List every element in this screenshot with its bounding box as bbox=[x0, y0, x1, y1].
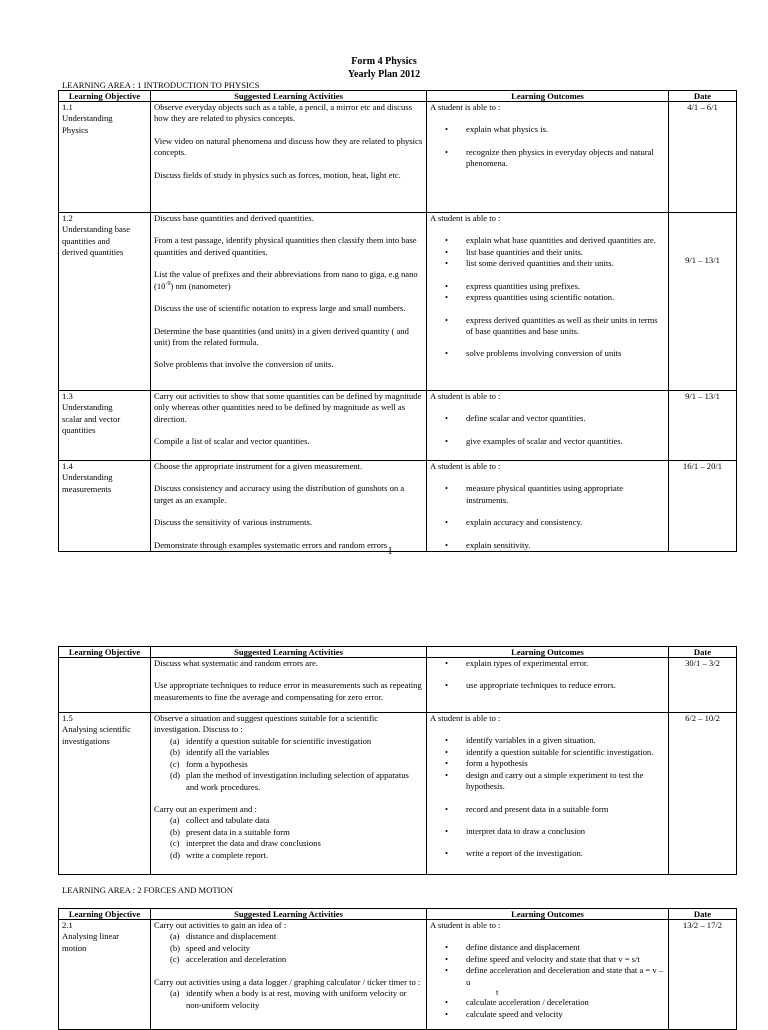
outcome-item: • express quantities using scientific notation. bbox=[466, 292, 665, 303]
activity-step: (c) form a hypothesis bbox=[170, 758, 248, 769]
formula-denominator: t bbox=[496, 987, 499, 998]
date-cell: 9/1 – 13/1 bbox=[669, 391, 737, 461]
activity-step: (c) interpret the data and draw conclusions bbox=[170, 838, 321, 849]
objective-cell bbox=[59, 920, 151, 1030]
outcome-item: • express quantities using prefixes. bbox=[466, 281, 665, 292]
table-header-row bbox=[59, 91, 737, 102]
activities-cell bbox=[151, 102, 427, 213]
outcome-item: • explain sensitivity. bbox=[466, 540, 665, 551]
objective-text: measurements bbox=[62, 483, 112, 494]
activity-text: Discuss base quantities and derived quantities. bbox=[154, 213, 314, 223]
objective-text: quantities bbox=[62, 425, 96, 436]
activity-text: Determine the base quantities (and units) in a given derived quantity ( and unit) from the related formula. bbox=[154, 325, 409, 347]
outcomes-cell bbox=[427, 920, 669, 1030]
table-row bbox=[59, 102, 737, 213]
activity-text: Discuss what systematic and random errors are. bbox=[154, 658, 318, 668]
activity-step: (d) plan the method of investigation including selection of apparatus and work procedures. bbox=[170, 770, 409, 792]
objective-text: Analysing linear bbox=[62, 931, 120, 942]
column-header-activities: Suggested Learning Activities bbox=[151, 909, 427, 920]
outcome-item: • define scalar and vector quantities. bbox=[466, 413, 665, 424]
activity-step: (b) present data in a suitable form bbox=[170, 826, 290, 837]
activity-step: (a) distance and displacement bbox=[170, 931, 277, 942]
outcomes-cell bbox=[427, 658, 669, 713]
objective-number: 1.1 bbox=[62, 102, 73, 112]
outcome-item: • explain accuracy and consistency. bbox=[466, 517, 665, 528]
activity-text: View video on natural phenomena and discuss how they are related to physics concepts. bbox=[154, 135, 423, 158]
document-title: Form 4 Physics bbox=[351, 56, 417, 67]
outcome-item: • calculate acceleration / deceleration bbox=[466, 997, 665, 1008]
outcome-item: • explain what base quantities and derived quantities are. bbox=[466, 235, 665, 246]
activity-text: Choose the appropriate instrument for a given measurement. bbox=[154, 461, 363, 471]
activity-text: Use appropriate techniques to reduce error in measurements such as repeating measurements to fine the average and compensating for zero error. bbox=[154, 680, 422, 702]
yearly-plan-table-1 bbox=[58, 90, 737, 552]
activity-text: Demonstrate through examples systematic errors and random errors bbox=[154, 539, 388, 550]
outcome-item: • define distance and displacement bbox=[466, 942, 665, 953]
date-cell: 6/2 – 10/2 bbox=[669, 713, 737, 875]
outcomes-cell bbox=[427, 391, 669, 461]
activity-text: Compile a list of scalar and vector quantities. bbox=[154, 436, 310, 447]
outcome-item: • write a report of the investigation. bbox=[466, 848, 665, 859]
activities-cell bbox=[151, 658, 427, 713]
column-header-outcomes: Learning Outcomes bbox=[427, 909, 669, 920]
table-header-row bbox=[59, 647, 737, 658]
date-cell: 9/1 – 13/1 bbox=[669, 213, 737, 391]
learning-area-1-heading: LEARNING AREA : 1 INTRODUCTION TO PHYSICS bbox=[62, 80, 260, 90]
outcome-item: • define acceleration and deceleration and state that a = v – u bbox=[466, 965, 665, 988]
objective-number: 1.4 bbox=[62, 461, 73, 471]
outcome-item: • express derived quantities as well as their units in terms of base quantities and base units. bbox=[466, 315, 665, 338]
page-number: 1 bbox=[387, 546, 393, 557]
column-header-objective: Learning Objective bbox=[59, 91, 151, 102]
activity-step: (a) identify when a body is at rest, moving with uniform velocity or non-uniform velocity bbox=[170, 988, 407, 1010]
outcome-item: • calculate speed and velocity bbox=[466, 1009, 665, 1020]
date-cell: 4/1 – 6/1 bbox=[669, 102, 737, 213]
outcomes-cell bbox=[427, 461, 669, 552]
activities-cell bbox=[151, 461, 427, 552]
outcome-item: • recognize then physics in everyday objects and natural phenomena. bbox=[466, 147, 665, 170]
activities-cell bbox=[151, 920, 427, 1030]
outcome-intro: A student is able to : bbox=[430, 461, 501, 471]
table-row bbox=[59, 213, 737, 391]
objective-text: Analysing scientific bbox=[62, 724, 131, 735]
activity-step: (b) speed and velocity bbox=[170, 942, 250, 953]
objective-number: 2.1 bbox=[62, 920, 73, 930]
activity-step: (a) collect and tabulate data bbox=[170, 815, 270, 826]
objective-cell bbox=[59, 102, 151, 213]
activity-step: (b) identify all the variables bbox=[170, 747, 270, 758]
outcome-item: • design and carry out a simple experiment to test the hypothesis. bbox=[466, 770, 665, 793]
objective-text: derived quantities bbox=[62, 247, 124, 258]
table-row bbox=[59, 391, 737, 461]
yearly-plan-table-2 bbox=[58, 646, 737, 875]
outcome-item: • list some derived quantities and their units. bbox=[466, 258, 665, 269]
column-header-objective: Learning Objective bbox=[59, 909, 151, 920]
activity-text: Discuss the sensitivity of various instruments. bbox=[154, 517, 313, 528]
activities-cell bbox=[151, 391, 427, 461]
table-header-row bbox=[59, 909, 737, 920]
activity-text: Discuss consistency and accuracy using the distribution of gunshots on a target as an example. bbox=[154, 483, 405, 505]
activity-text: List the value of prefixes and their abbreviations from nano to giga, e.g nano $(10^{-9})$ nm (nanometer) bbox=[154, 269, 418, 291]
objective-text: motion bbox=[62, 942, 87, 953]
column-header-activities: Suggested Learning Activities bbox=[151, 91, 427, 102]
activity-text: Carry out activities to show that some quantities can be defined by magnitude only whereas other quantities need to be defined by magnitude as well as direction. bbox=[154, 391, 422, 424]
activity-text: Discuss fields of study in physics such as forces, motion, heat, light etc. bbox=[154, 169, 401, 180]
objective-number: 1.2 bbox=[62, 213, 73, 223]
objective-text: investigations bbox=[62, 735, 110, 746]
column-header-activities: Suggested Learning Activities bbox=[151, 647, 427, 658]
objective-cell bbox=[59, 391, 151, 461]
outcomes-cell bbox=[427, 102, 669, 213]
activity-text: From a test passage, identify physical quantities then classify them into base quantities and derived quantities. bbox=[154, 235, 417, 257]
objective-cell bbox=[59, 213, 151, 391]
column-header-objective: Learning Objective bbox=[59, 647, 151, 658]
table-row bbox=[59, 658, 737, 713]
objective-text: quantities and bbox=[62, 235, 110, 246]
activity-text: Observe everyday objects such as a table, a pencil, a mirror etc and discuss how they are related to physics concepts. bbox=[154, 102, 412, 124]
table-row bbox=[59, 461, 737, 552]
outcome-intro: A student is able to : bbox=[430, 391, 501, 401]
objective-text: Understanding base bbox=[62, 224, 131, 235]
objective-text: Understanding bbox=[62, 113, 113, 124]
outcome-intro: A student is able to : bbox=[430, 102, 501, 112]
outcome-item: • explain what physics is. bbox=[466, 124, 665, 135]
outcome-intro: A student is able to : bbox=[430, 920, 501, 930]
column-header-date: Date bbox=[669, 91, 737, 102]
outcome-item: • solve problems involving conversion of units bbox=[466, 348, 665, 359]
date-cell: 13/2 – 17/2 bbox=[669, 920, 737, 1030]
outcome-item: • record and present data in a suitable form bbox=[466, 804, 665, 815]
outcome-intro: A student is able to : bbox=[430, 213, 501, 223]
objective-text: scalar and vector bbox=[62, 413, 121, 424]
objective-text: Physics bbox=[62, 124, 89, 135]
outcome-item: • list base quantities and their units. bbox=[466, 247, 665, 258]
outcome-item: • measure physical quantities using appropriate instruments. bbox=[466, 483, 665, 506]
objective-text: Understanding bbox=[62, 472, 113, 483]
activity-text: Solve problems that involve the conversion of units. bbox=[154, 359, 334, 370]
learning-area-2-heading: LEARNING AREA : 2 FORCES AND MOTION bbox=[62, 885, 233, 895]
outcomes-cell bbox=[427, 713, 669, 875]
outcome-item: • give examples of scalar and vector quantities. bbox=[466, 436, 665, 447]
outcome-item: • explain types of experimental error. bbox=[466, 658, 665, 669]
activities-cell bbox=[151, 713, 427, 875]
activity-text: Carry out an experiment and : bbox=[154, 803, 257, 814]
objective-text: Understanding bbox=[62, 402, 113, 413]
outcome-item: • identify a question suitable for scientific investigation. bbox=[466, 747, 665, 758]
activity-step: (a) identify a question suitable for scientific investigation bbox=[170, 735, 372, 746]
activity-step: (c) acceleration and deceleration bbox=[170, 954, 287, 965]
column-header-date: Date bbox=[669, 909, 737, 920]
objective-number: 1.3 bbox=[62, 391, 73, 401]
activity-text: Observe a situation and suggest questions suitable for a scientific investigation. Discuss to : bbox=[154, 713, 379, 735]
column-header-date: Date bbox=[669, 647, 737, 658]
date-cell: 16/1 – 20/1 bbox=[669, 461, 737, 552]
activity-text: Carry out activities to gain an idea of : bbox=[154, 920, 287, 930]
outcome-item: • use appropriate techniques to reduce errors. bbox=[466, 680, 665, 691]
activity-text: Discuss the use of scientific notation to express large and small numbers. bbox=[154, 303, 406, 314]
column-header-outcomes: Learning Outcomes bbox=[427, 91, 669, 102]
outcome-item: • identify variables in a given situation. bbox=[466, 735, 665, 746]
table-row bbox=[59, 920, 737, 1030]
table-row bbox=[59, 713, 737, 875]
activities-cell bbox=[151, 213, 427, 391]
objective-number: 1.5 bbox=[62, 713, 73, 723]
outcome-intro: A student is able to : bbox=[430, 713, 501, 723]
outcomes-cell bbox=[427, 213, 669, 391]
outcome-item: • form a hypothesis bbox=[466, 758, 665, 769]
objective-cell bbox=[59, 713, 151, 875]
objective-cell bbox=[59, 461, 151, 552]
date-cell: 30/1 – 3/2 bbox=[669, 658, 737, 713]
outcome-item: • define speed and velocity and state that that v = s/t bbox=[466, 954, 665, 965]
activity-step: (d) write a complete report. bbox=[170, 849, 269, 860]
yearly-plan-table-3 bbox=[58, 908, 737, 1030]
objective-cell bbox=[59, 658, 151, 713]
activity-text: Carry out activities using a data logger / graphing calculator / ticker timer to : bbox=[154, 976, 421, 987]
column-header-outcomes: Learning Outcomes bbox=[427, 647, 669, 658]
outcome-item: • interpret data to draw a conclusion bbox=[466, 826, 665, 837]
document-subtitle: Yearly Plan 2012 bbox=[347, 69, 421, 80]
